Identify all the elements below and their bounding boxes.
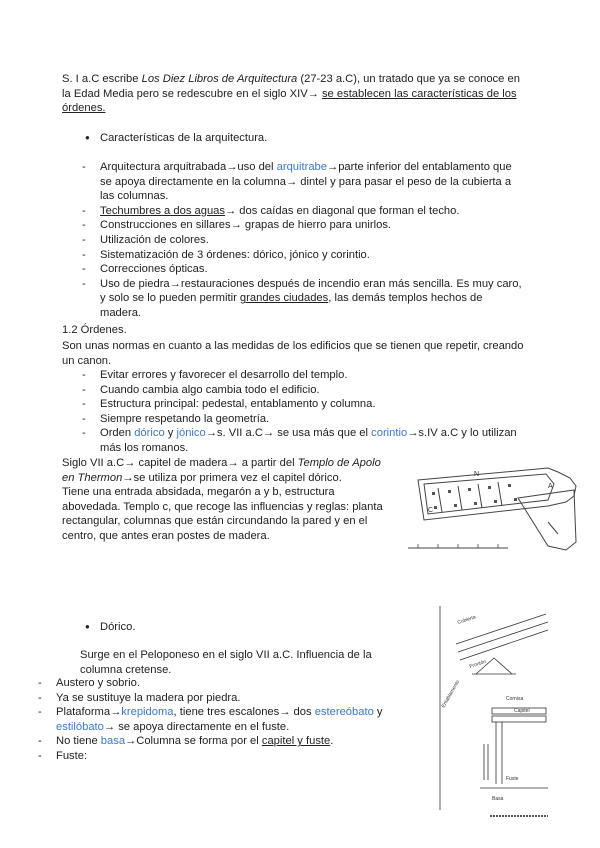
bullet-caracteristicas: ● Características de la arquitectura. — [100, 131, 267, 146]
plan-label-a: A — [548, 483, 553, 490]
list-item: - Siempre respetando la geometría. — [82, 412, 522, 427]
list-item: - Cuando cambia algo cambia todo el edificio. — [82, 383, 522, 398]
list-item: - Sistematización de 3 órdenes: dórico, jónico y corintio. — [82, 248, 522, 263]
features-list — [82, 160, 522, 321]
order-label-4: Entablamento — [440, 679, 462, 709]
bullet-dorico: ● Dórico. — [100, 620, 135, 635]
list-item: - Plataforma→krepidoma, tiene tres escalones→ dos estereóbato y estilóbato→ se apoya directamente en el fuste. — [38, 705, 418, 734]
rules-list — [82, 368, 522, 456]
doric-intro: Surge en el Peloponeso en el siglo VII a.C. Influencia de la columna cretense. — [80, 649, 372, 676]
list-item: - Utilización de colores. — [82, 233, 522, 248]
list-item: - Uso de piedra→restauraciones después de incendio eran más sencilla. Es muy caro, y solo se lo pueden permitir grandes ciudades, las demás templos hechos de madera. — [82, 277, 522, 321]
arquitrabe-link[interactable]: arquitrabe — [276, 161, 328, 173]
book-title: Los Diez Libros de Arquitectura — [141, 73, 298, 85]
list-item: - Arquitectura arquitrabada→uso del arquitrabe→parte inferior del entablamento que se apoya directamente en la columna→ dintel y para pasar el peso de la cubierta a las columnas. — [82, 160, 522, 204]
order-label-5: Capitel — [514, 708, 530, 714]
list-item: - Orden dórico y jónico→s. VII a.C→ se usa más que el corintio→s.IV a.C y lo utilizan más los romanos. — [82, 426, 522, 455]
order-label-2: Frontón — [468, 658, 488, 670]
thermon-paragraph: Siglo VII a.C→ capitel de madera→ a partir del Templo de Apolo en Thermon→se utiliza por primera vez el capitel dórico. — [62, 457, 381, 484]
order-label-6: Fuste — [506, 776, 519, 782]
doric-order-figure — [436, 604, 556, 820]
list-item: - Techumbres a dos aguas→ dos caídas en diagonal que forman el techo. — [82, 204, 522, 219]
list-item: - Construcciones en sillares→ grapas de hierro para unirlos. — [82, 218, 522, 233]
estereobato-link[interactable]: estereóbato — [314, 706, 374, 719]
list-item: - Austero y sobrio. — [38, 676, 418, 691]
basa-link[interactable]: basa — [100, 735, 126, 748]
temple-plan-figure — [398, 462, 578, 554]
list-item: - Correcciones ópticas. — [82, 262, 522, 277]
order-label-3: Cornisa — [506, 696, 524, 702]
estilobato-link[interactable]: estilóbato — [56, 720, 104, 733]
order-label-7: Basa — [492, 796, 504, 802]
list-item: - Estructura principal: pedestal, entablamento y columna. — [82, 397, 522, 412]
thermon-description: Tiene una entrada absidada, megarón a y b, estructura abovedada. Templo c, que recoge las influencias y reglas: planta rectangular, columnas que están circundando la pared y en el centro, que antes eran postes de madera. — [62, 486, 383, 542]
order-label-1: Cubierta — [456, 614, 477, 626]
intro-paragraph: S. I a.C escribe Los Diez Libros de Arquitectura (27-23 a.C), un tratado que ya se conoce en la Edad Media pero se redescubre en el siglo XIV→ se establecen las características de los órdenes. — [62, 73, 520, 115]
plan-label-n: N — [474, 471, 480, 478]
list-item: - Evitar errores y favorecer el desarrollo del templo. — [82, 368, 522, 383]
list-item: - Fuste: — [38, 749, 418, 764]
dorico-link[interactable]: dórico — [134, 427, 165, 440]
jonico-link[interactable]: jónico — [176, 427, 206, 440]
list-item: - No tiene basa→Columna se forma por el capitel y fuste. — [38, 734, 418, 749]
section-heading: 1.2 Órdenes. — [62, 324, 127, 336]
plan-label-c: C — [428, 507, 434, 514]
doric-list — [38, 676, 418, 764]
krepidoma-link[interactable]: krepidoma — [121, 706, 174, 719]
list-item: - Ya se sustituye la madera por piedra. — [38, 691, 418, 706]
corintio-link[interactable]: corintio — [371, 427, 408, 440]
section-intro: Son unas normas en cuanto a las medidas de los edificios que se tienen que repetir, creando un canon. — [62, 340, 524, 367]
